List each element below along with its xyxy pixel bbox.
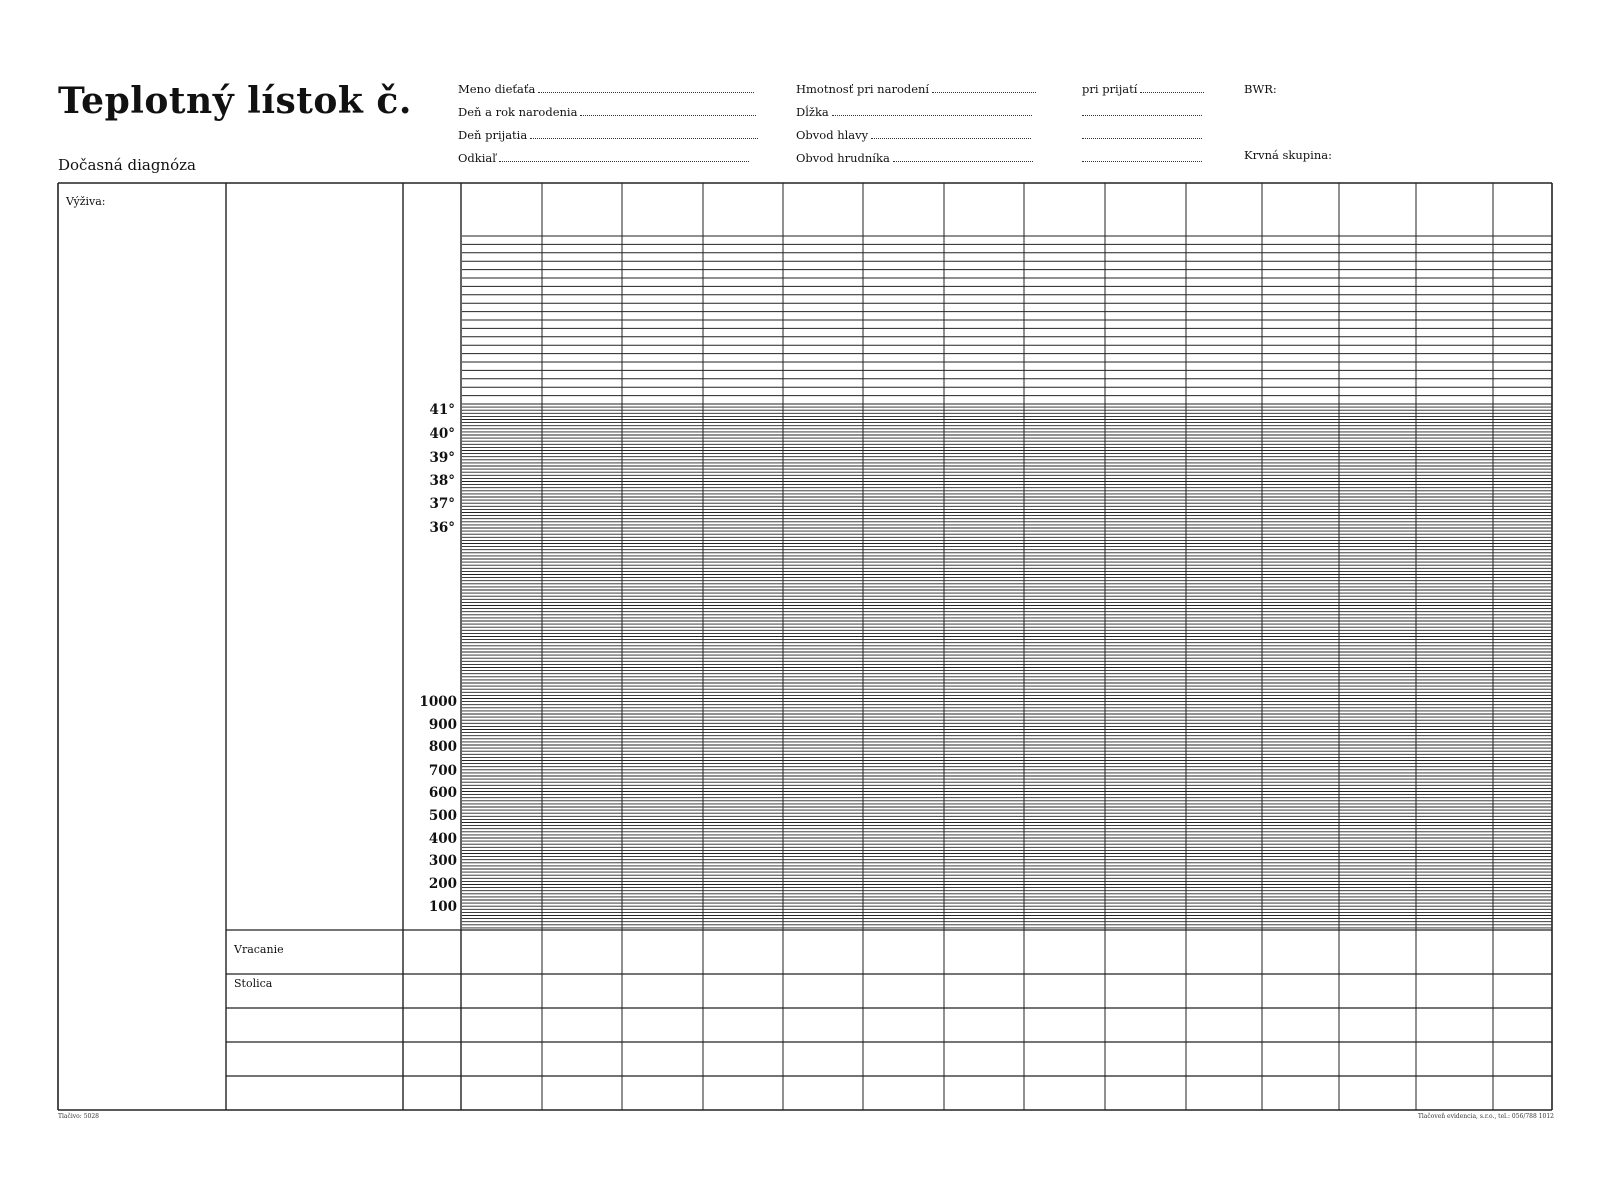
temp-scale-39: 39°: [429, 450, 455, 466]
bwr-label: BWR:: [1244, 82, 1277, 96]
volume-scale-200: 200: [428, 876, 457, 892]
volume-scale-100: 100: [428, 899, 457, 915]
temp-scale-38: 38°: [429, 473, 455, 489]
temp-scale-36: 36°: [429, 520, 455, 536]
volume-scale-600: 600: [428, 785, 457, 801]
volume-scale-700: 700: [428, 763, 457, 779]
chest-circumference-label: Obvod hrudníka: [796, 151, 890, 165]
volume-scale-500: 500: [428, 808, 457, 824]
child-name-label: Meno dieťaťa: [458, 82, 536, 96]
vomiting-label: Vracanie: [234, 943, 284, 956]
volume-scale-300: 300: [428, 853, 457, 869]
form-title: Teplotný lístok č.: [58, 80, 412, 122]
volume-scale-800: 800: [428, 739, 457, 755]
head-circumference-label: Obvod hlavy: [796, 128, 869, 142]
origin-label: Odkiaľ: [458, 151, 496, 165]
birth-weight-label: Hmotnosť pri narodení: [796, 82, 930, 96]
temporary-diagnosis-label: Dočasná diagnóza: [58, 156, 196, 174]
volume-scale-400: 400: [428, 831, 457, 847]
nutrition-label: Výživa:: [66, 195, 106, 208]
footer-printer: Tlačoveň evidencia, s.r.o., tel.: 056/788 1012: [1417, 1113, 1554, 1120]
length-label: Dĺžka: [796, 105, 829, 119]
temp-scale-41: 41°: [429, 402, 455, 418]
temp-scale-40: 40°: [429, 426, 455, 442]
footer-form-number: Tlačivo: 5028: [58, 1113, 99, 1120]
volume-scale-900: 900: [428, 717, 457, 733]
admission-weight-label: pri prijatí: [1082, 82, 1138, 96]
birth-date-label: Deň a rok narodenia: [458, 105, 578, 119]
temp-scale-37: 37°: [429, 496, 455, 512]
volume-scale-1000: 1000: [419, 694, 457, 710]
admission-date-label: Deň prijatia: [458, 128, 528, 142]
stool-label: Stolica: [234, 977, 273, 990]
blood-group-label: Krvná skupina:: [1244, 148, 1332, 162]
